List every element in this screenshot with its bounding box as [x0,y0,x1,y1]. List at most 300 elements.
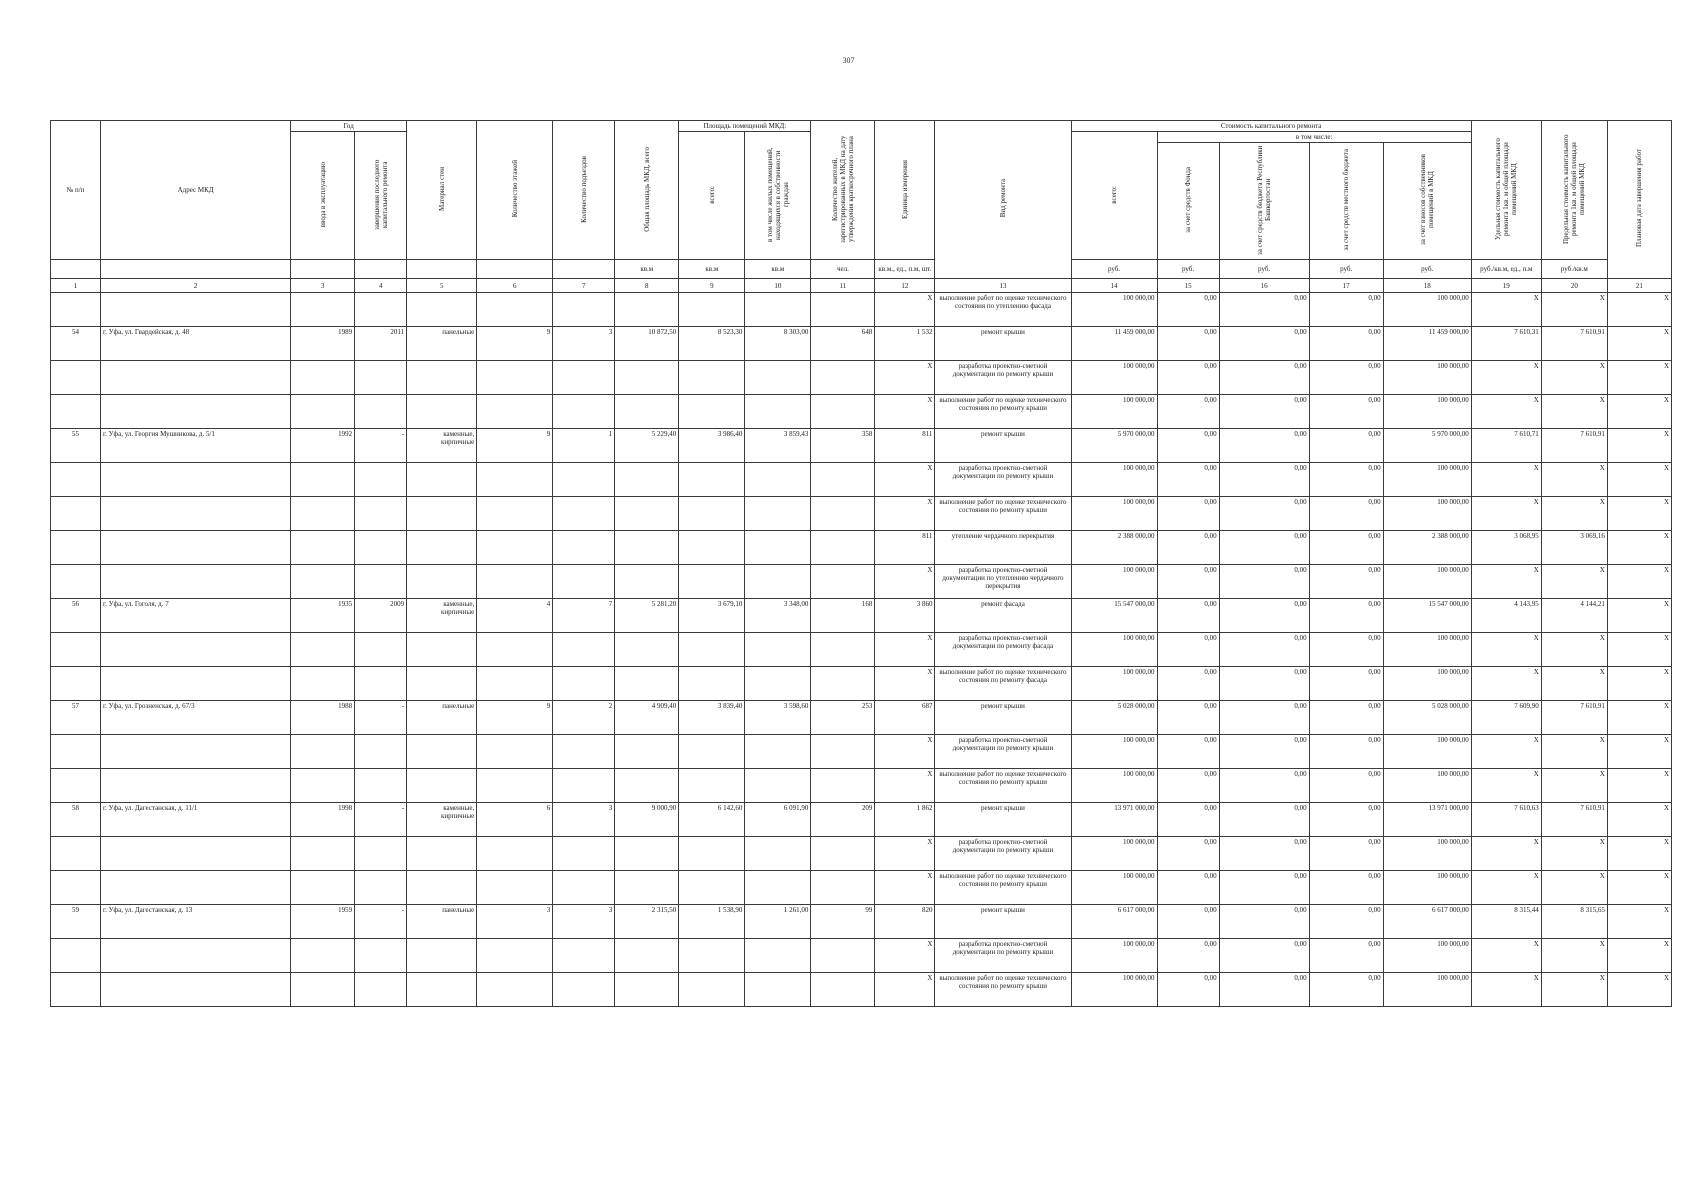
cell-year [291,293,355,327]
cell-entr [553,871,615,905]
cell-repair [355,531,407,565]
cell-mcost: X [1541,395,1607,429]
cell-unit: 1 862 [875,803,935,837]
cell-fund: 0,00 [1157,837,1219,871]
cell-work: разработка проектно-сметной документации по утеплению чердачного перекрытия [935,565,1071,599]
cell-ucost: 8 315,44 [1471,905,1541,939]
cell-mcost: 8 315,65 [1541,905,1607,939]
cell-floors: 9 [477,429,553,463]
header-budget-rb [1219,143,1309,260]
cell-date: X [1607,837,1671,871]
header-budget-local [1309,143,1383,260]
cell-local: 0,00 [1309,327,1383,361]
cell-incl [745,531,811,565]
table-row [51,905,1672,939]
cell-fund: 0,00 [1157,667,1219,701]
cell-wall: панельные [407,905,477,939]
cell-all: 1 538,90 [679,905,745,939]
cell-total [615,497,679,531]
cell-people [811,973,875,1007]
cell-repair: - [355,803,407,837]
cell-num [51,837,101,871]
cell-mcost: 7 610,91 [1541,803,1607,837]
cell-ucost: X [1471,565,1541,599]
cell-fund: 0,00 [1157,429,1219,463]
cell-mcost: X [1541,735,1607,769]
cell-floors [477,973,553,1007]
cell-incl [745,735,811,769]
cell-year [291,769,355,803]
cell-wall [407,769,477,803]
cell-year [291,871,355,905]
cell-date: X [1607,463,1671,497]
header-area-all-text: всего: [707,185,716,204]
unit-cell: руб. [1309,260,1383,279]
capital-repair-table [50,120,1672,1007]
cell-year [291,497,355,531]
cell-unit: X [875,871,935,905]
cell-wall [407,973,477,1007]
cell-unit: X [875,633,935,667]
cell-rb: 0,00 [1219,565,1309,599]
cell-repair [355,565,407,599]
cell-total: 5 281,20 [615,599,679,633]
cell-address: г. Уфа, ул. Георгия Мушникова, д. 5/1 [101,429,291,463]
cell-entr: 3 [553,803,615,837]
cell-all [679,837,745,871]
cell-cost: 13 971 000,00 [1071,803,1157,837]
cell-people: 168 [811,599,875,633]
cell-repair: - [355,905,407,939]
cell-owners: 5 028 000,00 [1383,701,1471,735]
cell-owners: 11 459 000,00 [1383,327,1471,361]
cell-floors [477,633,553,667]
cell-local: 0,00 [1309,939,1383,973]
cell-repair [355,735,407,769]
cell-cost: 5 970 000,00 [1071,429,1157,463]
cell-unit: 811 [875,429,935,463]
cell-num [51,293,101,327]
cell-repair: 2009 [355,599,407,633]
cell-cost: 100 000,00 [1071,769,1157,803]
cell-people [811,293,875,327]
cell-all [679,871,745,905]
cell-unit: X [875,293,935,327]
column-number: 8 [615,279,679,293]
cell-unit: X [875,667,935,701]
cell-repair [355,463,407,497]
cell-all [679,735,745,769]
cell-floors [477,565,553,599]
cell-address: г. Уфа, ул. Дагестанская, д. 13 [101,905,291,939]
header-cost-all-text: всего: [1110,185,1119,204]
cell-num: 57 [51,701,101,735]
cell-unit: 811 [875,531,935,565]
table-row [51,667,1672,701]
cell-work: выполнение работ по оценке технического состояния по ремонту крыши [935,395,1071,429]
cell-all: 6 142,60 [679,803,745,837]
header-area-incl-text: в том числе жилых помещений, находящихся в собственности граждан [765,147,790,242]
column-number-row [51,279,1672,293]
cell-work: ремонт фасада [935,599,1071,633]
cell-all [679,633,745,667]
table-row [51,429,1672,463]
header-area-group: Площадь помещений МКД: [679,121,811,132]
cell-num: 56 [51,599,101,633]
cell-rb: 0,00 [1219,599,1309,633]
column-number: 14 [1071,279,1157,293]
cell-date: X [1607,327,1671,361]
cell-entr [553,497,615,531]
header-fund [1157,143,1219,260]
cell-repair [355,871,407,905]
cell-address [101,973,291,1007]
cell-local: 0,00 [1309,701,1383,735]
cell-owners: 100 000,00 [1383,395,1471,429]
cell-wall [407,837,477,871]
unit-cell: кв.м [615,260,679,279]
cell-cost: 100 000,00 [1071,973,1157,1007]
unit-cell: руб./кв.м [1541,260,1607,279]
cell-total: 10 872,50 [615,327,679,361]
cell-num [51,463,101,497]
cell-owners: 100 000,00 [1383,633,1471,667]
cell-ucost: X [1471,939,1541,973]
cell-wall [407,361,477,395]
cell-total [615,973,679,1007]
cell-year [291,837,355,871]
cell-address [101,837,291,871]
cell-total [615,463,679,497]
unit-cell [101,260,291,279]
cell-entr [553,837,615,871]
header-year-build [291,132,355,260]
cell-incl [745,939,811,973]
cell-owners: 100 000,00 [1383,837,1471,871]
column-number: 5 [407,279,477,293]
unit-cell: руб. [1383,260,1471,279]
cell-entr [553,633,615,667]
cell-floors: 4 [477,599,553,633]
cell-cost: 11 459 000,00 [1071,327,1157,361]
cell-num [51,361,101,395]
cell-address [101,667,291,701]
cell-all [679,667,745,701]
cell-local: 0,00 [1309,599,1383,633]
cell-cost: 100 000,00 [1071,565,1157,599]
cell-all [679,497,745,531]
cell-people: 209 [811,803,875,837]
cell-owners: 13 971 000,00 [1383,803,1471,837]
cell-address [101,939,291,973]
cell-floors: 3 [477,905,553,939]
cell-repair [355,293,407,327]
cell-incl [745,565,811,599]
cell-work: разработка проектно-сметной документации по ремонту крыши [935,837,1071,871]
cell-fund: 0,00 [1157,803,1219,837]
table-row [51,735,1672,769]
cell-year [291,565,355,599]
cell-owners: 100 000,00 [1383,871,1471,905]
cell-entr: 7 [553,599,615,633]
cell-repair [355,769,407,803]
cell-date: X [1607,361,1671,395]
cell-incl: 3 348,00 [745,599,811,633]
cell-wall: панельные [407,327,477,361]
column-number: 13 [935,279,1071,293]
cell-owners: 5 970 000,00 [1383,429,1471,463]
cell-rb: 0,00 [1219,735,1309,769]
cell-cost: 100 000,00 [1071,463,1157,497]
column-number: 21 [1607,279,1671,293]
cell-rb: 0,00 [1219,871,1309,905]
cell-local: 0,00 [1309,803,1383,837]
cell-ucost: X [1471,395,1541,429]
cell-ucost: 7 610,63 [1471,803,1541,837]
cell-address [101,735,291,769]
cell-people [811,497,875,531]
cell-year: 1998 [291,803,355,837]
cell-rb: 0,00 [1219,361,1309,395]
cell-date: X [1607,803,1671,837]
cell-wall [407,939,477,973]
cell-repair [355,497,407,531]
cell-date: X [1607,667,1671,701]
unit-cell: руб. [1071,260,1157,279]
cell-wall: каменные, кирпичные [407,429,477,463]
cell-total [615,939,679,973]
cell-incl [745,293,811,327]
cell-ucost: X [1471,973,1541,1007]
cell-people [811,395,875,429]
table-row [51,701,1672,735]
cell-total [615,667,679,701]
cell-floors: 9 [477,327,553,361]
cell-work: разработка проектно-сметной документации по ремонту крыши [935,939,1071,973]
cell-year: 1992 [291,429,355,463]
cell-local: 0,00 [1309,497,1383,531]
cell-incl: 8 303,00 [745,327,811,361]
cell-all [679,531,745,565]
cell-owners: 100 000,00 [1383,769,1471,803]
table-row [51,973,1672,1007]
header-work-text: Вид ремонта [998,179,1007,218]
cell-mcost: X [1541,769,1607,803]
column-number: 3 [291,279,355,293]
cell-mcost: X [1541,633,1607,667]
cell-incl [745,497,811,531]
cell-address: г. Уфа, ул. Гвардейская, д. 48 [101,327,291,361]
cell-owners: 15 547 000,00 [1383,599,1471,633]
header-owners [1383,143,1471,260]
cell-people [811,837,875,871]
cell-all [679,361,745,395]
unit-cell: кв.м., ед., п.м, шт. [875,260,935,279]
cell-unit: X [875,939,935,973]
cell-rb: 0,00 [1219,701,1309,735]
cell-work: выполнение работ по оценке технического состояния по утеплению фасада [935,293,1071,327]
cell-total [615,871,679,905]
cell-total [615,293,679,327]
cell-fund: 0,00 [1157,395,1219,429]
cell-repair: 2011 [355,327,407,361]
cell-rb: 0,00 [1219,667,1309,701]
table-row [51,633,1672,667]
header-wall-text: Материал стен [437,167,446,211]
cell-local: 0,00 [1309,735,1383,769]
cell-entr [553,361,615,395]
cell-address: г. Уфа, ул. Грозненская, д. 67/3 [101,701,291,735]
cell-wall [407,395,477,429]
cell-cost: 100 000,00 [1071,871,1157,905]
cell-fund: 0,00 [1157,293,1219,327]
unit-cell: руб. [1157,260,1219,279]
cell-mcost: X [1541,293,1607,327]
cell-people: 358 [811,429,875,463]
cell-work: выполнение работ по оценке технического состояния по ремонту крыши [935,769,1071,803]
cell-mcost: X [1541,565,1607,599]
cell-floors: 6 [477,803,553,837]
column-number: 20 [1541,279,1607,293]
cell-address [101,769,291,803]
cell-date: X [1607,735,1671,769]
cell-mcost: X [1541,837,1607,871]
cell-all [679,395,745,429]
cell-unit: X [875,769,935,803]
cell-incl [745,361,811,395]
cell-date: X [1607,429,1671,463]
cell-floors [477,497,553,531]
cell-floors [477,293,553,327]
cell-work: ремонт крыши [935,803,1071,837]
cell-rb: 0,00 [1219,973,1309,1007]
cell-unit: X [875,565,935,599]
cell-people [811,531,875,565]
header-year-last [355,132,407,260]
cell-incl [745,667,811,701]
header-max-cost [1541,121,1607,260]
cell-address [101,531,291,565]
cell-rb: 0,00 [1219,497,1309,531]
header-work [935,121,1071,279]
cell-mcost: X [1541,667,1607,701]
cell-people [811,667,875,701]
cell-wall [407,293,477,327]
cell-entr: 1 [553,429,615,463]
cell-fund: 0,00 [1157,701,1219,735]
column-number: 7 [553,279,615,293]
header-floors [477,121,553,260]
cell-num [51,939,101,973]
cell-year [291,667,355,701]
header-unit-cost-text: Удельная стоимость капитального ремонта 1кв. м общей площади помещений МКД [1494,138,1519,240]
cell-local: 0,00 [1309,565,1383,599]
cell-fund: 0,00 [1157,973,1219,1007]
cell-local: 0,00 [1309,667,1383,701]
cell-all [679,565,745,599]
cell-cost: 6 617 000,00 [1071,905,1157,939]
cell-repair [355,395,407,429]
cell-num [51,769,101,803]
cell-fund: 0,00 [1157,633,1219,667]
cell-cost: 100 000,00 [1071,837,1157,871]
cell-entr [553,939,615,973]
cell-incl [745,769,811,803]
cell-floors [477,463,553,497]
column-number: 1 [51,279,101,293]
cell-ucost: 7 609,90 [1471,701,1541,735]
cell-incl: 6 091,90 [745,803,811,837]
header-year-last-text: завершения последнего капитального ремонта [372,159,389,230]
unit-cell [51,260,101,279]
cell-year: 1935 [291,599,355,633]
cell-rb: 0,00 [1219,463,1309,497]
cell-floors [477,939,553,973]
cell-cost: 100 000,00 [1071,939,1157,973]
cell-unit: 687 [875,701,935,735]
column-number: 15 [1157,279,1219,293]
cell-repair [355,633,407,667]
cell-owners: 100 000,00 [1383,735,1471,769]
cell-all [679,293,745,327]
column-number: 12 [875,279,935,293]
unit-cell: чел. [811,260,875,279]
cell-total [615,769,679,803]
table-row [51,769,1672,803]
unit-cell [291,260,355,279]
cell-num: 54 [51,327,101,361]
column-number: 9 [679,279,745,293]
cell-rb: 0,00 [1219,905,1309,939]
cell-owners: 6 617 000,00 [1383,905,1471,939]
header-total-area [615,121,679,260]
cell-ucost: X [1471,769,1541,803]
unit-cell: руб. [1219,260,1309,279]
cell-mcost: 3 069,16 [1541,531,1607,565]
cell-work: выполнение работ по оценке технического состояния по ремонту фасада [935,667,1071,701]
header-total-area-text: Общая площадь МКД, всего [642,146,651,232]
cell-rb: 0,00 [1219,293,1309,327]
cell-entr: 3 [553,327,615,361]
cell-local: 0,00 [1309,973,1383,1007]
cell-num: 59 [51,905,101,939]
cell-mcost: X [1541,497,1607,531]
cell-rb: 0,00 [1219,633,1309,667]
cell-fund: 0,00 [1157,735,1219,769]
column-number: 4 [355,279,407,293]
header-num: № п/п [51,121,101,260]
cell-date: X [1607,293,1671,327]
cell-all [679,769,745,803]
unit-cell [407,260,477,279]
cell-owners: 100 000,00 [1383,667,1471,701]
cell-incl [745,463,811,497]
cell-total: 5 229,40 [615,429,679,463]
table-row [51,871,1672,905]
cell-work: разработка проектно-сметной документации по ремонту фасада [935,633,1071,667]
cell-repair [355,667,407,701]
cell-floors [477,871,553,905]
cell-local: 0,00 [1309,293,1383,327]
cell-mcost: X [1541,463,1607,497]
cell-people [811,463,875,497]
cell-address [101,395,291,429]
cell-people: 648 [811,327,875,361]
cell-unit: 3 860 [875,599,935,633]
cell-local: 0,00 [1309,531,1383,565]
cell-ucost: X [1471,463,1541,497]
cell-entr [553,769,615,803]
